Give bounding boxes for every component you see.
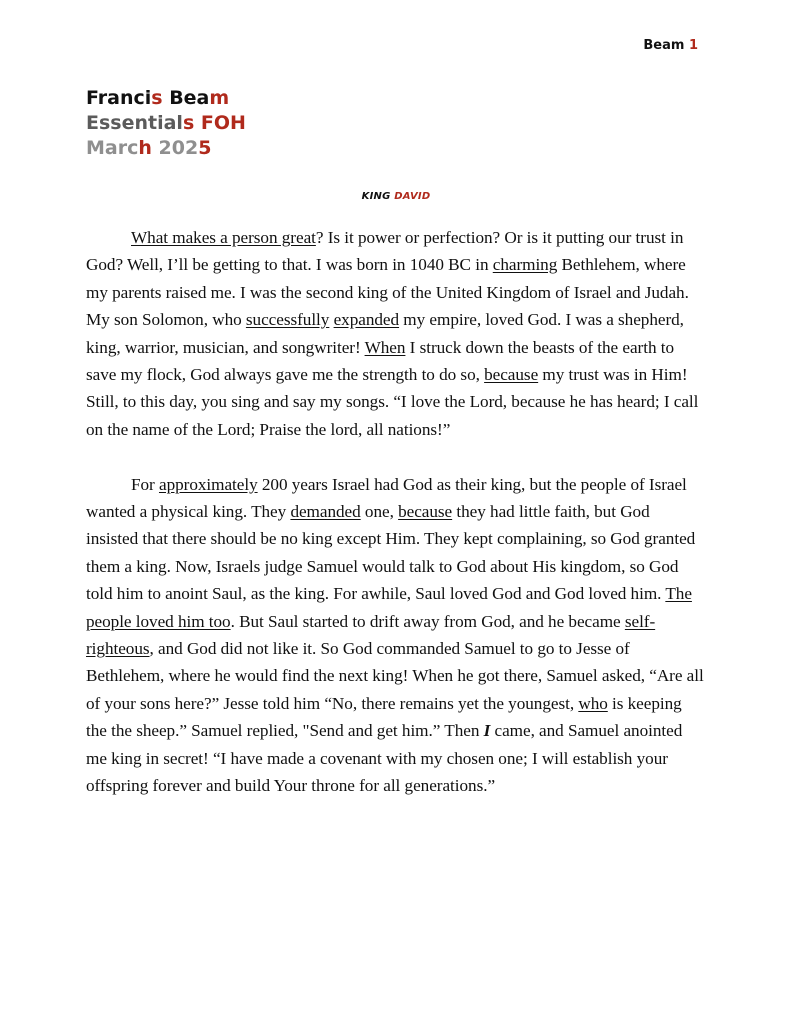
header-author: Beam bbox=[643, 38, 685, 53]
course-name: Essentials FOH bbox=[86, 112, 246, 134]
date-line: March 2025 bbox=[86, 137, 212, 159]
student-name: Francis Beam bbox=[86, 87, 230, 109]
paragraph-2: For approximately 200 years Israel had God as their king, but the people of Israel wanted a physical king. They demanded one, because they had little faith, but God insisted that there should be no king except Him. They kept complaining, so God granted them a king. Now, Israels judge Samuel would talk to God about His kingdom, so God told him to anoint Saul, as the king. For awhile, Saul loved God and God loved him. The people loved him too. But Saul started to drift away from God, and he became self-righteous, and God did not like it. So God commanded Samuel to go to Jesse of Bethlehem, where he would find the next king! When he got there, Samuel asked, “Are all of your sons here?” Jesse told him “No, there remains yet the youngest, who is keeping the the sheep.” Samuel replied, "Send and get him.” Then I came, and Samuel anointed me king in secret! “I have made a covenant with my chosen one; I will establish your offspring forever and build Your throne for all generations.” bbox=[86, 474, 704, 796]
essay-title: KING DAVID bbox=[361, 191, 431, 202]
page-header bbox=[643, 38, 698, 53]
heading-block bbox=[86, 86, 246, 161]
paragraph-1: What makes a person great? Is it power or perfection? Or is it putting our trust in God? Well, I’ll be getting to that. I was born in 1040 BC in charming Bethlehem, where my parents raised me. I was the second king of the United Kingdom of Israel and Judah. My son Solomon, who successfully expanded my empire, loved God. I was a shepherd, king, warrior, musician, and songwriter! When I struck down the beasts of the earth to save my flock, God always gave me the strength to do so, because my trust was in Him! Still, to this day, you sing and say my songs. “I love the Lord, because he has heard; I call on the name of the Lord; Praise the lord, all nations!” bbox=[86, 228, 699, 439]
essay-body bbox=[86, 224, 704, 800]
header-page-number: 1 bbox=[688, 38, 698, 53]
